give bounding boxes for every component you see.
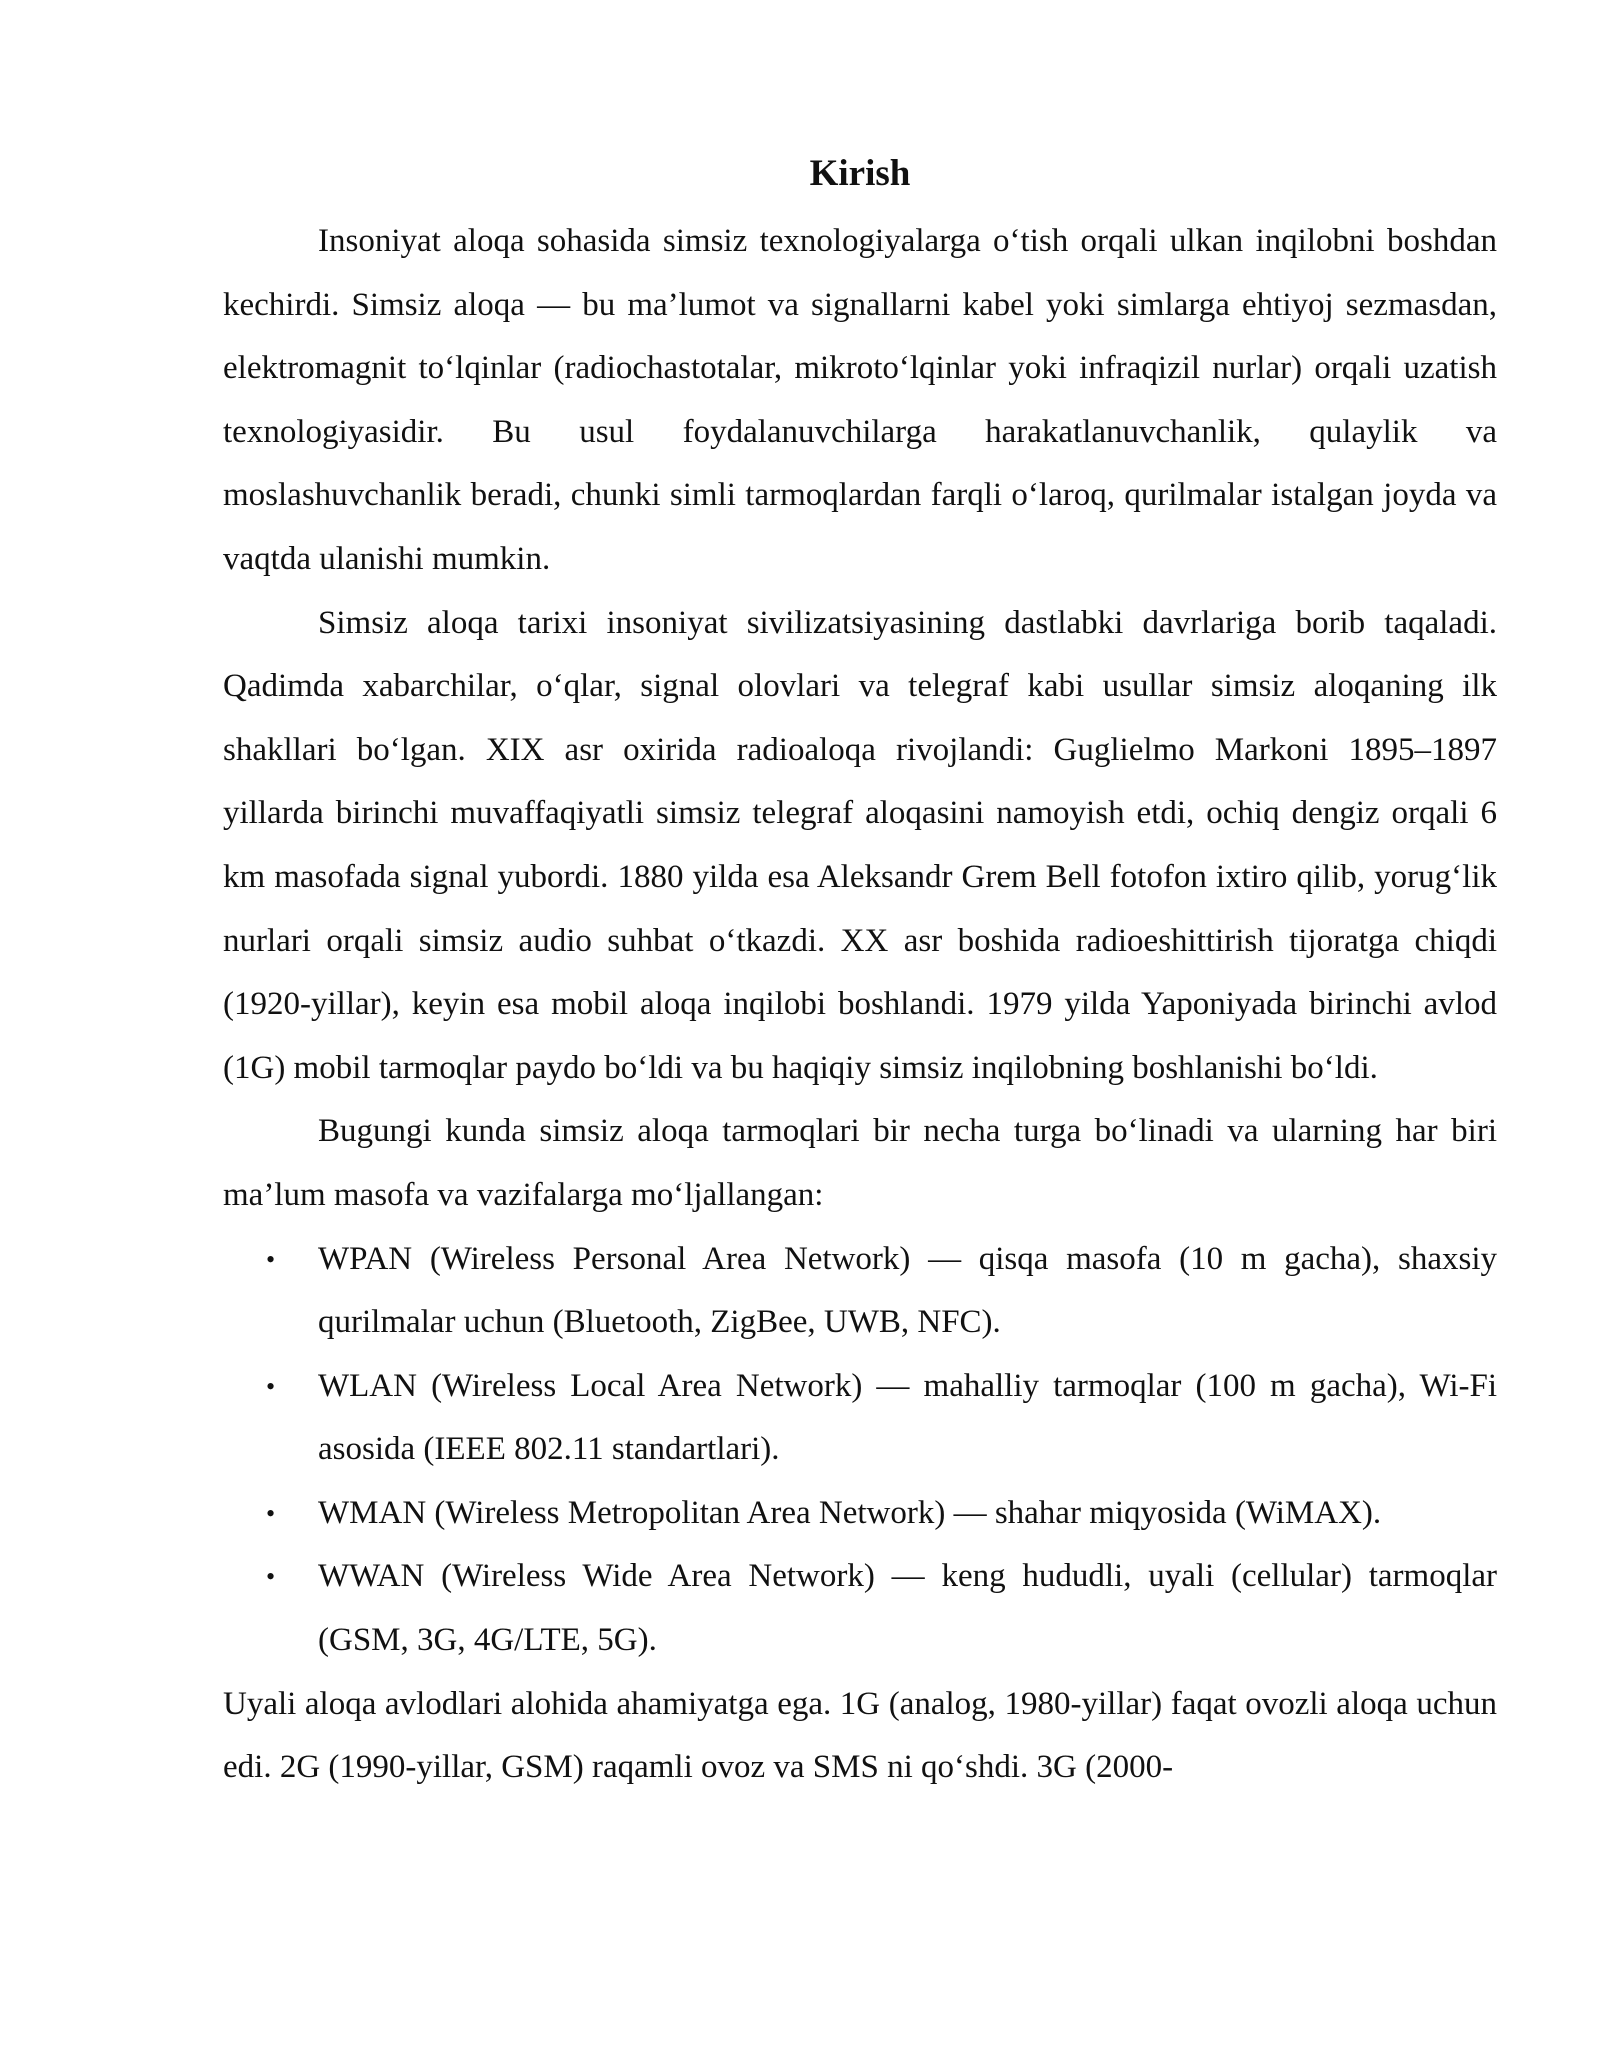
cellular-generations-paragraph: Uyali aloqa avlodlari alohida ahamiyatga ega. 1G (analog, 1980-yillar) faqat ovozli aloqa uchun edi. 2G (1990-yillar, GSM) raqamli ovoz va SMS ni qo‘shdi. 3G (2000- [223,1685,1497,1786]
bullet-icon: • [266,1244,276,1274]
list-item-text: WWAN (Wireless Wide Area Network) — keng hududli, uyali (cellular) tarmoqlar (GSM, 3G, 4G/LTE, 5G). [318,1558,1497,1659]
list-item-wwan [266,1545,1497,1672]
list-item-wpan [266,1228,1497,1355]
history-paragraph: Simsiz aloqa tarixi insoniyat sivilizatsiyasining dastlabki davrlariga borib taqaladi. Qadimda xabarchilar, o‘qlar, signal olovlari va telegraf kabi usullar simsiz aloqaning ilk shakllari bo‘lgan. XIX asr oxirida radioaloqa rivojlandi: Guglielmo Markoni 1895–1897 yillarda birinchi muvaffaqiyatli simsiz telegraf aloqasini namoyish etdi, ochiq dengiz orqali 6 km masofada signal yubordi. 1880 yilda esa Aleksandr Grem Bell fotofon ixtiro qilib, yorug‘lik nurlari orqali simsiz audio suhbat o‘tkazdi. XX asr boshida radioeshittirish tijoratga chiqdi (1920-yillar), keyin esa mobil aloqa inqilobi boshlandi. 1979 yilda Yaponiyada birinchi avlod (1G) mobil tarmoqlar paydo bo‘ldi va bu haqiqiy simsiz inqilobning boshlanishi bo‘ldi. [223,604,1497,1086]
list-item-text: WLAN (Wireless Local Area Network) — mahalliy tarmoqlar (100 m gacha), Wi-Fi asosida (IEEE 802.11 standartlari). [318,1367,1497,1468]
network-types-list [223,1228,1497,1673]
page-title: Kirish [809,153,911,194]
intro-paragraph-1: Insoniyat aloqa sohasida simsiz texnologiyalarga o‘tish orqali ulkan inqilobni boshdan kechirdi. Simsiz aloqa — bu ma’lumot va signallarni kabel yoki simlarga ehtiyoj sezmasdan, elektromagnit to‘lqinlar (radiochastotalar, mikroto‘lqinlar yoki infraqizil nurlar) orqali uzatish texnologiyasidir. Bu usul foydalanuvchilarga harakatlanuvchanlik, qulaylik va moslashuvchanlik beradi, chunki simli tarmoqlardan farqli o‘laroq, qurilmalar istalgan joyda va vaqtda ulanishi mumkin. [223,223,1497,577]
list-item-wman [266,1482,1497,1546]
bullet-icon: • [266,1562,276,1592]
list-item-wlan [266,1355,1497,1482]
document-page [223,138,1497,1800]
list-item-text: WMAN (Wireless Metropolitan Area Network) — shahar miqyosida (WiMAX). [318,1494,1382,1531]
bullet-icon: • [266,1498,276,1528]
network-types-paragraph: Bugungi kunda simsiz aloqa tarmoqlari bir necha turga bo‘linadi va ularning har biri ma’lum masofa va vazifalarga mo‘ljallangan: [223,1113,1497,1213]
bullet-icon: • [266,1371,276,1401]
list-item-text: WPAN (Wireless Personal Area Network) — qisqa masofa (10 m gacha), shaxsiy qurilmalar uchun (Bluetooth, ZigBee, UWB, NFC). [318,1240,1497,1341]
